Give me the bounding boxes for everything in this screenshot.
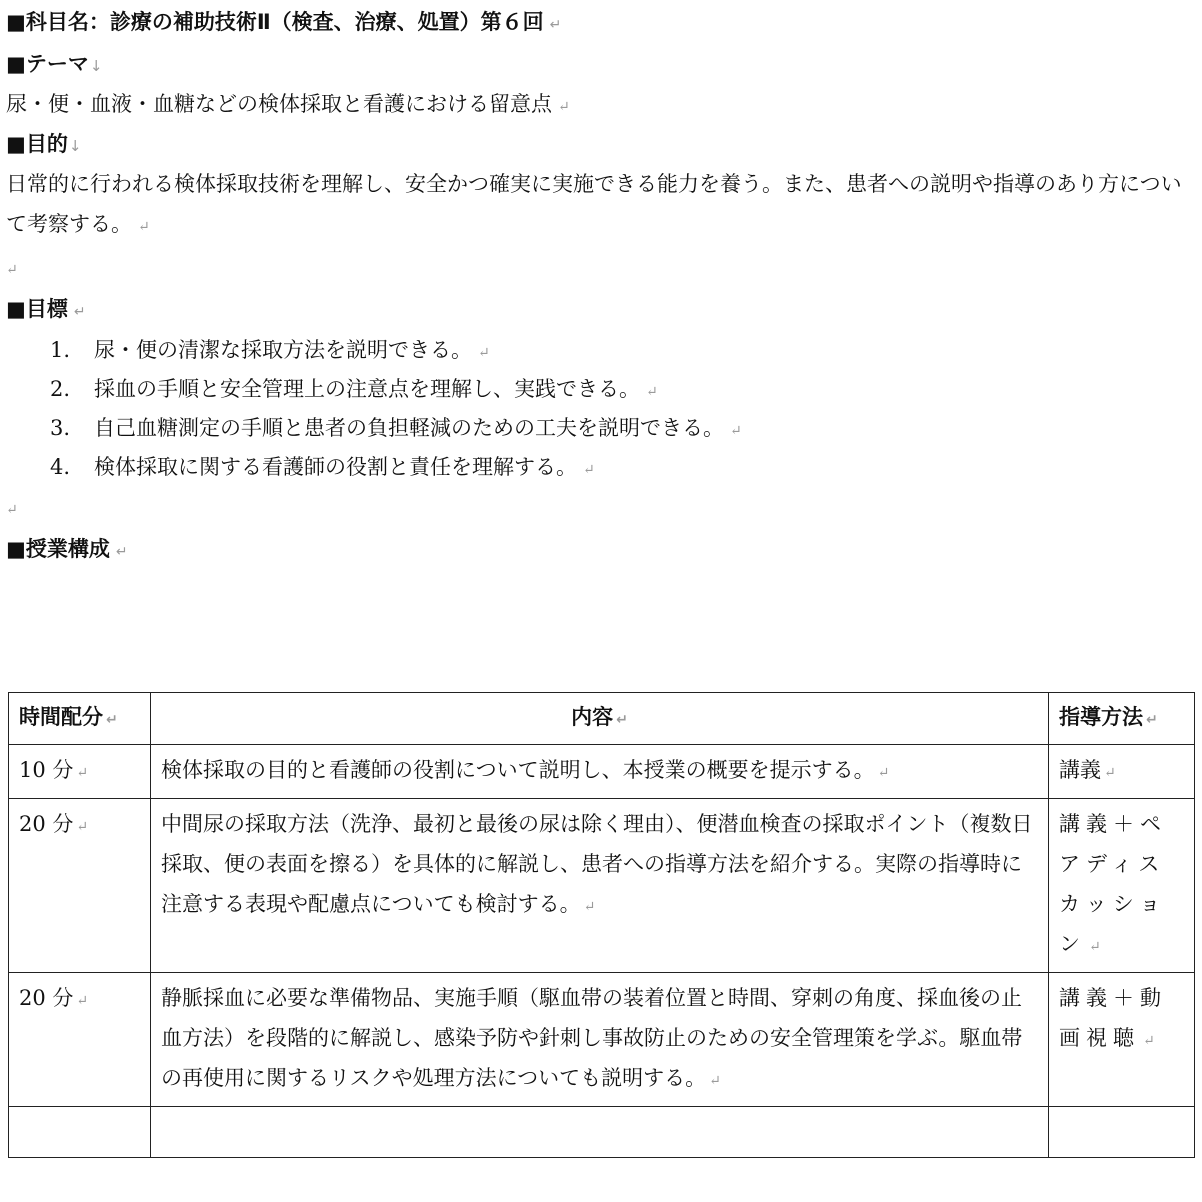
empty-paragraph bbox=[6, 487, 1202, 527]
table-row bbox=[9, 799, 1195, 973]
method-cell: 講義＋ペアディスカッション ↵ bbox=[1049, 799, 1195, 973]
theme-heading: ■テーマ↓ bbox=[6, 52, 103, 76]
time-cell bbox=[9, 1107, 151, 1158]
structure-heading: ■授業構成 ↵ bbox=[6, 537, 128, 561]
goals-list bbox=[6, 331, 1202, 487]
paragraph-mark: ↵ bbox=[6, 502, 18, 518]
content-cell: 検体採取の目的と看護師の役割について説明し、本授業の概要を提示する。 ↵ bbox=[151, 745, 1049, 799]
empty-paragraph bbox=[6, 247, 1202, 287]
method-cell: 講義＋動画視聴 ↵ bbox=[1049, 973, 1195, 1107]
content-cell: 静脈採血に必要な準備物品、実施手順（駆血帯の装着位置と時間、穿刺の角度、採血後の止血方法）を段階的に解説し、感染予防や針刺し事故防止のための安全管理策を学ぶ。駆血帯の再使用に関するリスクや処理方法についても説明する。 ↵ bbox=[151, 973, 1049, 1107]
column-header-time: 時間配分 ↵ bbox=[9, 693, 151, 745]
purpose-heading: ■目的↓ bbox=[6, 132, 82, 156]
column-header-content: 内容 ↵ bbox=[151, 693, 1049, 745]
time-cell: 20 分 ↵ bbox=[9, 973, 151, 1107]
theme-text: 尿・便・血液・血糖などの検体採取と看護における留意点 ↵ bbox=[6, 92, 570, 116]
table-row bbox=[9, 973, 1195, 1107]
line-break-mark: ↓ bbox=[68, 137, 82, 155]
list-item: 3. 自己血糖測定の手順と患者の負担軽減のための工夫を説明できる。 ↵ bbox=[50, 416, 742, 440]
time-cell: 10 分 ↵ bbox=[9, 745, 151, 799]
method-cell bbox=[1049, 1107, 1195, 1158]
class-structure-table bbox=[8, 692, 1195, 1158]
content-cell bbox=[151, 1107, 1049, 1158]
goals-heading: ■目標 ↵ bbox=[6, 297, 86, 321]
list-item: 4. 検体採取に関する看護師の役割と責任を理解する。 ↵ bbox=[50, 455, 595, 479]
method-cell: 講義 ↵ bbox=[1049, 745, 1195, 799]
list-item: 1. 尿・便の清潔な採取方法を説明できる。 ↵ bbox=[50, 338, 490, 362]
table-header-row bbox=[9, 693, 1195, 745]
paragraph-mark: ↵ bbox=[6, 262, 18, 278]
document-body bbox=[6, 0, 1202, 571]
line-break-mark: ↓ bbox=[89, 57, 103, 75]
column-header-method: 指導方法 ↵ bbox=[1049, 693, 1195, 745]
table-row bbox=[9, 1107, 1195, 1158]
paragraph-mark: ↵ bbox=[73, 304, 86, 320]
course-title: ■科目名：診療の補助技術Ⅱ（検査、治療、処置）第６回 ↵ bbox=[6, 10, 562, 34]
list-item: 2. 採血の手順と安全管理上の注意点を理解し、実践できる。 ↵ bbox=[50, 377, 658, 401]
paragraph-mark: ↵ bbox=[138, 219, 150, 235]
paragraph-mark: ↵ bbox=[558, 99, 570, 115]
purpose-text: 日常的に行われる検体採取技術を理解し、安全かつ確実に実施できる能力を養う。また、患者への説明や指導のあり方について考察する。 ↵ bbox=[6, 172, 1182, 236]
paragraph-mark: ↵ bbox=[115, 544, 128, 560]
time-cell: 20 分 ↵ bbox=[9, 799, 151, 973]
paragraph-mark: ↵ bbox=[549, 17, 562, 33]
table-row bbox=[9, 745, 1195, 799]
content-cell: 中間尿の採取方法（洗浄、最初と最後の尿は除く理由）、便潜血検査の採取ポイント（複数日採取、便の表面を擦る）を具体的に解説し、患者への指導方法を紹介する。実際の指導時に注意する表現や配慮点についても検討する。 ↵ bbox=[151, 799, 1049, 973]
